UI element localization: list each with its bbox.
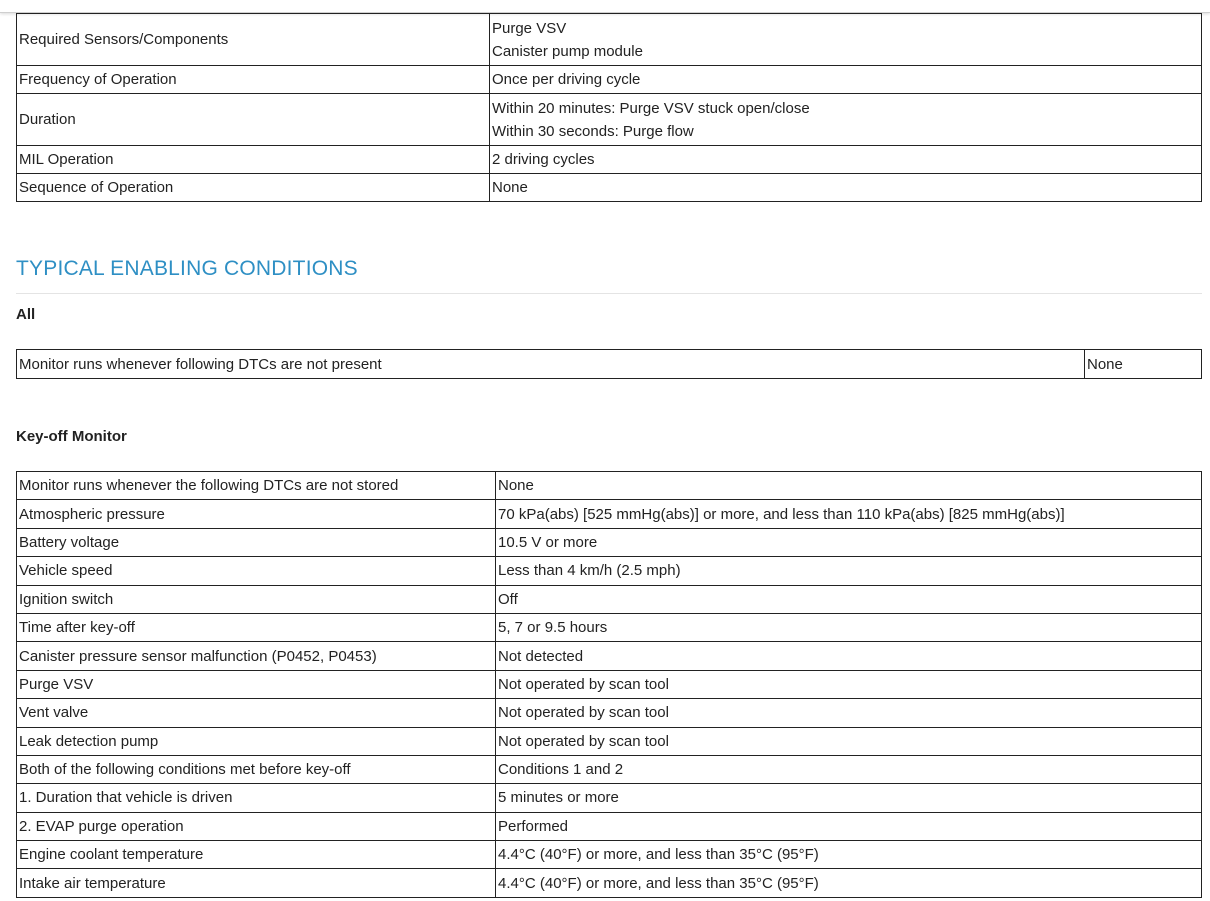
all-heading: All	[16, 306, 36, 323]
row-value: Not operated by scan tool	[496, 670, 1202, 698]
row-label: 2. EVAP purge operation	[17, 812, 496, 840]
row-value: Off	[496, 585, 1202, 613]
value-line: None	[492, 179, 528, 196]
row-value: 70 kPa(abs) [525 mmHg(abs)] or more, and less than 110 kPa(abs) [825 mmHg(abs)]	[496, 500, 1202, 528]
table-row	[17, 94, 1202, 146]
table-row	[17, 727, 1202, 755]
row-label: Engine coolant temperature	[17, 841, 496, 869]
row-value: None	[496, 472, 1202, 500]
all-conditions-table	[16, 349, 1202, 379]
table-row	[17, 841, 1202, 869]
table-row	[17, 869, 1202, 897]
row-value: 5, 7 or 9.5 hours	[496, 613, 1202, 641]
row-value: Not detected	[496, 642, 1202, 670]
value-line: Canister pump module	[492, 42, 643, 60]
row-label: Monitor runs whenever following DTCs are not present	[17, 350, 1085, 379]
section-divider	[16, 293, 1202, 294]
keyoff-conditions-table	[16, 471, 1202, 898]
top-bar	[0, 0, 1210, 13]
row-value	[490, 146, 1202, 174]
row-value: Conditions 1 and 2	[496, 755, 1202, 783]
table-row	[17, 528, 1202, 556]
row-value	[490, 66, 1202, 94]
row-label: Frequency of Operation	[17, 66, 490, 94]
row-value: None	[1085, 350, 1202, 379]
row-value: Performed	[496, 812, 1202, 840]
table-row	[17, 642, 1202, 670]
row-value: Less than 4 km/h (2.5 mph)	[496, 557, 1202, 585]
table-row	[17, 500, 1202, 528]
row-value: Not operated by scan tool	[496, 727, 1202, 755]
table-row	[17, 174, 1202, 202]
table-row	[17, 699, 1202, 727]
row-label: Duration	[17, 94, 490, 146]
table-row	[17, 350, 1202, 379]
value-line: Within 30 seconds: Purge flow	[492, 122, 694, 140]
row-value	[490, 14, 1202, 66]
row-value: 5 minutes or more	[496, 784, 1202, 812]
row-value: Not operated by scan tool	[496, 699, 1202, 727]
table-row	[17, 784, 1202, 812]
row-label: Both of the following conditions met before key-off	[17, 755, 496, 783]
row-label: Canister pressure sensor malfunction (P0452, P0453)	[17, 642, 496, 670]
table-row	[17, 812, 1202, 840]
value-line: Purge VSV	[492, 19, 567, 37]
row-label: MIL Operation	[17, 146, 490, 174]
row-label: Required Sensors/Components	[17, 14, 490, 66]
row-label: Leak detection pump	[17, 727, 496, 755]
keyoff-monitor-heading: Key-off Monitor	[16, 428, 127, 445]
value-line: Within 20 minutes: Purge VSV stuck open/close	[492, 99, 810, 117]
row-label: Vehicle speed	[17, 557, 496, 585]
row-value	[490, 174, 1202, 202]
row-value	[490, 94, 1202, 146]
value-line: Once per driving cycle	[492, 71, 641, 88]
table-row	[17, 613, 1202, 641]
value-line: 2 driving cycles	[492, 151, 595, 168]
monitor-spec-table	[16, 13, 1202, 202]
section-title: TYPICAL ENABLING CONDITIONS	[16, 257, 358, 280]
row-label: Sequence of Operation	[17, 174, 490, 202]
row-label: Battery voltage	[17, 528, 496, 556]
row-label: Vent valve	[17, 699, 496, 727]
row-label: Ignition switch	[17, 585, 496, 613]
table-row	[17, 14, 1202, 66]
row-value: 4.4°C (40°F) or more, and less than 35°C (95°F)	[496, 841, 1202, 869]
table-row	[17, 755, 1202, 783]
row-label: Monitor runs whenever the following DTCs are not stored	[17, 472, 496, 500]
row-label: Intake air temperature	[17, 869, 496, 897]
row-label: Purge VSV	[17, 670, 496, 698]
table-row	[17, 472, 1202, 500]
row-label: 1. Duration that vehicle is driven	[17, 784, 496, 812]
row-label: Time after key-off	[17, 613, 496, 641]
row-label: Atmospheric pressure	[17, 500, 496, 528]
table-row	[17, 670, 1202, 698]
table-row	[17, 66, 1202, 94]
row-value: 10.5 V or more	[496, 528, 1202, 556]
row-value: 4.4°C (40°F) or more, and less than 35°C (95°F)	[496, 869, 1202, 897]
table-row	[17, 557, 1202, 585]
table-row	[17, 585, 1202, 613]
table-row	[17, 146, 1202, 174]
